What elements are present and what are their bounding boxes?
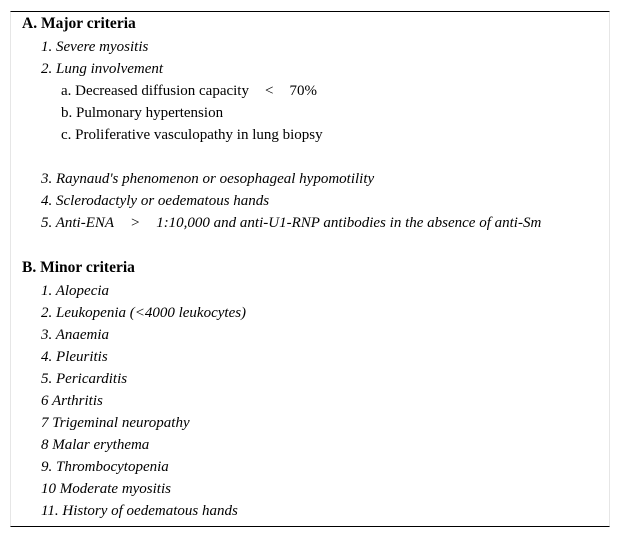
minor-criteria-heading: B. Minor criteria xyxy=(22,259,135,276)
major-subitem-pulmonary-hypertension: b. Pulmonary hypertension xyxy=(61,105,224,121)
major-item-sclerodactyly: 4. Sclerodactyly or oedematous hands xyxy=(41,193,270,209)
major-item-anti-ena xyxy=(41,214,541,232)
anti-ena-value: 1:10,000 and anti-U1-RNP antibodies in the absence of anti-Sm xyxy=(156,215,542,231)
minor-item: 9. Thrombocytopenia xyxy=(41,459,169,475)
major-subitem-diffusion-capacity xyxy=(61,82,317,100)
greater-than-symbol: > xyxy=(130,215,141,231)
major-item-severe-myositis: 1. Severe myositis xyxy=(41,39,149,55)
less-than-symbol: < xyxy=(264,83,274,99)
major-item-lung-involvement: 2. Lung involvement xyxy=(41,61,164,77)
major-item-raynaud: 3. Raynaud's phenomenon or oesophageal hypomotility xyxy=(41,171,375,187)
minor-item: 1. Alopecia xyxy=(41,283,110,299)
anti-ena-label: 5. Anti-ENA xyxy=(41,215,115,231)
criteria-table xyxy=(10,11,610,527)
minor-item: 8 Malar erythema xyxy=(41,437,150,453)
minor-item: 2. Leukopenia (<4000 leukocytes) xyxy=(41,305,247,321)
minor-item: 4. Pleuritis xyxy=(41,349,108,365)
diffusion-capacity-label: a. Decreased diffusion capacity xyxy=(61,83,249,99)
minor-item: 6 Arthritis xyxy=(41,393,103,409)
minor-item: 11. History of oedematous hands xyxy=(41,503,238,519)
minor-item: 3. Anaemia xyxy=(41,327,110,343)
diffusion-capacity-value: 70% xyxy=(289,83,317,99)
minor-item: 7 Trigeminal neuropathy xyxy=(41,415,190,431)
minor-item: 5. Pericarditis xyxy=(41,371,128,387)
minor-item: 10 Moderate myositis xyxy=(41,481,171,497)
major-subitem-vasculopathy: c. Proliferative vasculopathy in lung biopsy xyxy=(61,127,323,143)
major-criteria-heading: A. Major criteria xyxy=(22,15,136,32)
